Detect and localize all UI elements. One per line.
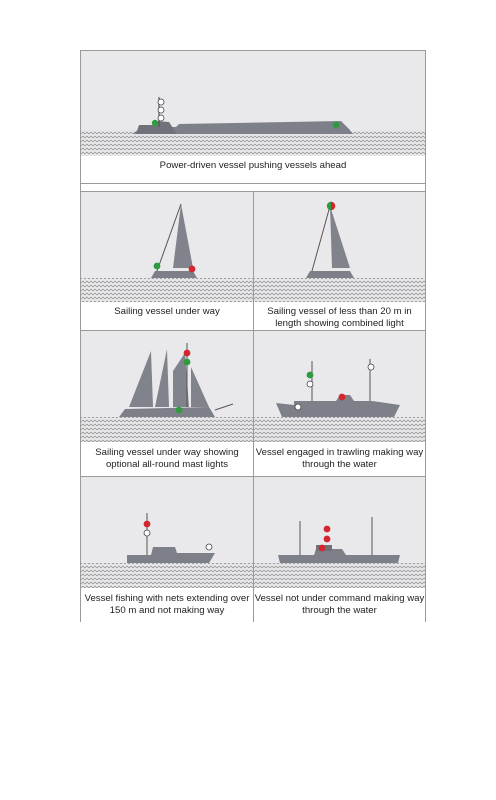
panel-sailing-under-20m xyxy=(254,192,425,330)
white-masthead-light-icon xyxy=(158,115,164,121)
sea-waves xyxy=(81,563,253,588)
scene xyxy=(81,192,253,302)
schooner-hull xyxy=(119,407,215,417)
trawler-hull xyxy=(276,395,400,417)
green-all-round-light-icon xyxy=(307,372,314,379)
panel-sailing-under-way xyxy=(81,192,253,330)
caption: Sailing vessel of less than 20 m in length showing combined light xyxy=(267,306,412,329)
red-sidelight-icon xyxy=(339,394,346,401)
caption: Vessel fishing with nets extending over 150 m and not making way xyxy=(84,593,250,616)
scene xyxy=(254,192,425,302)
green-sidelight-icon xyxy=(176,407,183,414)
bowsprit xyxy=(215,404,233,410)
fishing-vessel-hull xyxy=(127,547,215,563)
red-all-round-light-icon xyxy=(324,536,331,543)
white-sternlight-icon xyxy=(295,404,301,410)
red-all-round-light-icon xyxy=(144,521,151,528)
panel-power-driven-pushing xyxy=(81,51,425,183)
scene xyxy=(81,331,253,442)
green-all-round-light-icon xyxy=(184,359,191,366)
mainsail xyxy=(173,204,193,268)
scene-pushing xyxy=(81,51,425,156)
sea-waves xyxy=(81,278,253,302)
caption: Sailing vessel under way xyxy=(114,306,220,317)
red-all-round-light-icon xyxy=(324,526,331,533)
combined-lantern-red-half xyxy=(331,202,335,210)
hull xyxy=(151,271,197,278)
sea-waves xyxy=(81,417,253,442)
jib xyxy=(191,367,209,407)
hull xyxy=(278,549,400,563)
scene xyxy=(254,331,425,442)
white-masthead-light-icon xyxy=(158,99,164,105)
caption: Vessel engaged in trawling making way through the water xyxy=(255,447,424,470)
red-sidelight-icon xyxy=(189,266,196,273)
sail xyxy=(129,351,153,407)
panel-fishing-nets xyxy=(81,477,253,622)
sea-waves xyxy=(254,417,425,442)
sail xyxy=(155,349,169,407)
green-sidelight-icon xyxy=(154,263,161,270)
panel-sailing-optional-lights xyxy=(81,331,253,476)
panel-trawling xyxy=(254,331,425,476)
white-masthead-light-icon xyxy=(368,364,374,370)
illustration-frame xyxy=(80,50,426,622)
green-sidelight-icon xyxy=(333,122,340,129)
sea-waves xyxy=(254,563,425,588)
scene xyxy=(81,477,253,588)
mainsail xyxy=(330,206,350,268)
divider xyxy=(81,183,425,184)
red-all-round-light-icon xyxy=(184,350,191,357)
forestay xyxy=(312,206,330,271)
panel-not-under-command xyxy=(254,477,425,622)
caption: Sailing vessel under way showing optional all-round mast lights xyxy=(95,447,239,470)
white-gear-direction-light-icon xyxy=(206,544,212,550)
red-sidelight-icon xyxy=(319,545,326,552)
hull xyxy=(306,271,354,278)
caption: Vessel not under command making way through the water xyxy=(254,593,425,616)
white-all-round-light-icon xyxy=(307,381,313,387)
white-masthead-light-icon xyxy=(158,107,164,113)
white-all-round-light-icon xyxy=(144,530,150,536)
caption: Power-driven vessel pushing vessels ahead xyxy=(159,160,347,171)
green-sidelight-icon xyxy=(152,120,158,126)
scene xyxy=(254,477,425,588)
sea-waves xyxy=(254,278,425,302)
